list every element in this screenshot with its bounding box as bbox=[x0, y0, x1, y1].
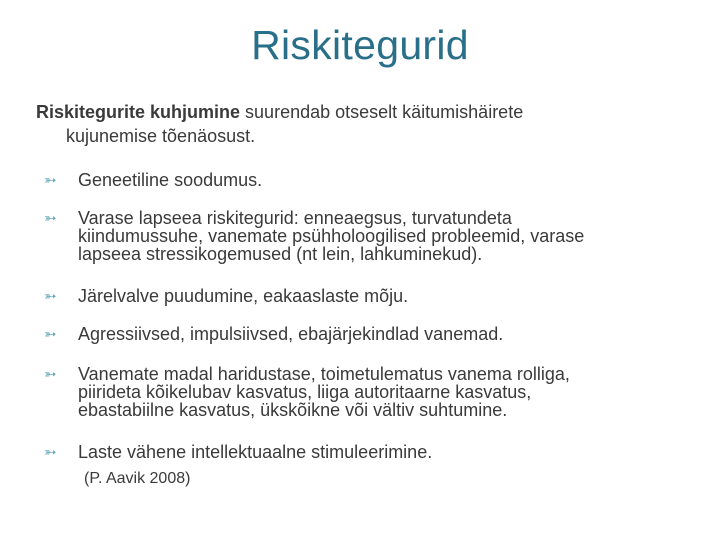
bullet-item bbox=[44, 171, 684, 189]
bullet-line: Laste vähene intellektuaalne stimuleerimine. bbox=[78, 442, 433, 462]
slide-title: Riskitegurid bbox=[251, 22, 469, 68]
bullet-line: Vanemate madal haridustase, toimetulematus vanema rolliga, bbox=[78, 364, 570, 384]
bullet-line: Järelvalve puudumine, eakaaslaste mõju. bbox=[78, 286, 409, 306]
intro-continuation: kujunemise tõenäosust. bbox=[66, 126, 256, 146]
bullet-arrow-icon: ➳ bbox=[44, 210, 57, 227]
bullet-line: Varase lapseea riskitegurid: enneaegsus, turvatundeta bbox=[78, 208, 512, 228]
bullet-line: lapseea stressikogemused (nt lein, lahkuminekud). bbox=[78, 244, 483, 264]
bullet-arrow-icon: ➳ bbox=[44, 366, 57, 383]
intro-text: suurendab otseselt käitumishäirete bbox=[240, 102, 524, 122]
intro-bold-text: Riskitegurite kuhjumine bbox=[36, 102, 241, 122]
bullet-item bbox=[44, 209, 684, 263]
bullet-line: kiindumussuhe, vanemate psühholoogilised probleemid, varase bbox=[78, 226, 585, 246]
citation: (P. Aavik 2008) bbox=[84, 470, 191, 487]
bullet-arrow-icon: ➳ bbox=[44, 172, 57, 189]
intro-paragraph bbox=[36, 100, 676, 148]
bullet-arrow-icon: ➳ bbox=[44, 288, 57, 305]
bullet-arrow-icon: ➳ bbox=[44, 444, 57, 461]
bullet-item bbox=[44, 443, 684, 461]
bullet-line: ebastabiilne kasvatus, ükskõikne või vältiv suhtumine. bbox=[78, 400, 508, 420]
bullet-line: Geneetiline soodumus. bbox=[78, 170, 263, 190]
bullet-item bbox=[44, 287, 684, 305]
bullet-line: piirideta kõikelubav kasvatus, liiga autoritaarne kasvatus, bbox=[78, 382, 532, 402]
bullet-item bbox=[44, 365, 684, 419]
bullet-item bbox=[44, 325, 684, 343]
bullet-line: Agressiivsed, impulsiivsed, ebajärjekindlad vanemad. bbox=[78, 324, 504, 344]
bullet-arrow-icon: ➳ bbox=[44, 326, 57, 343]
